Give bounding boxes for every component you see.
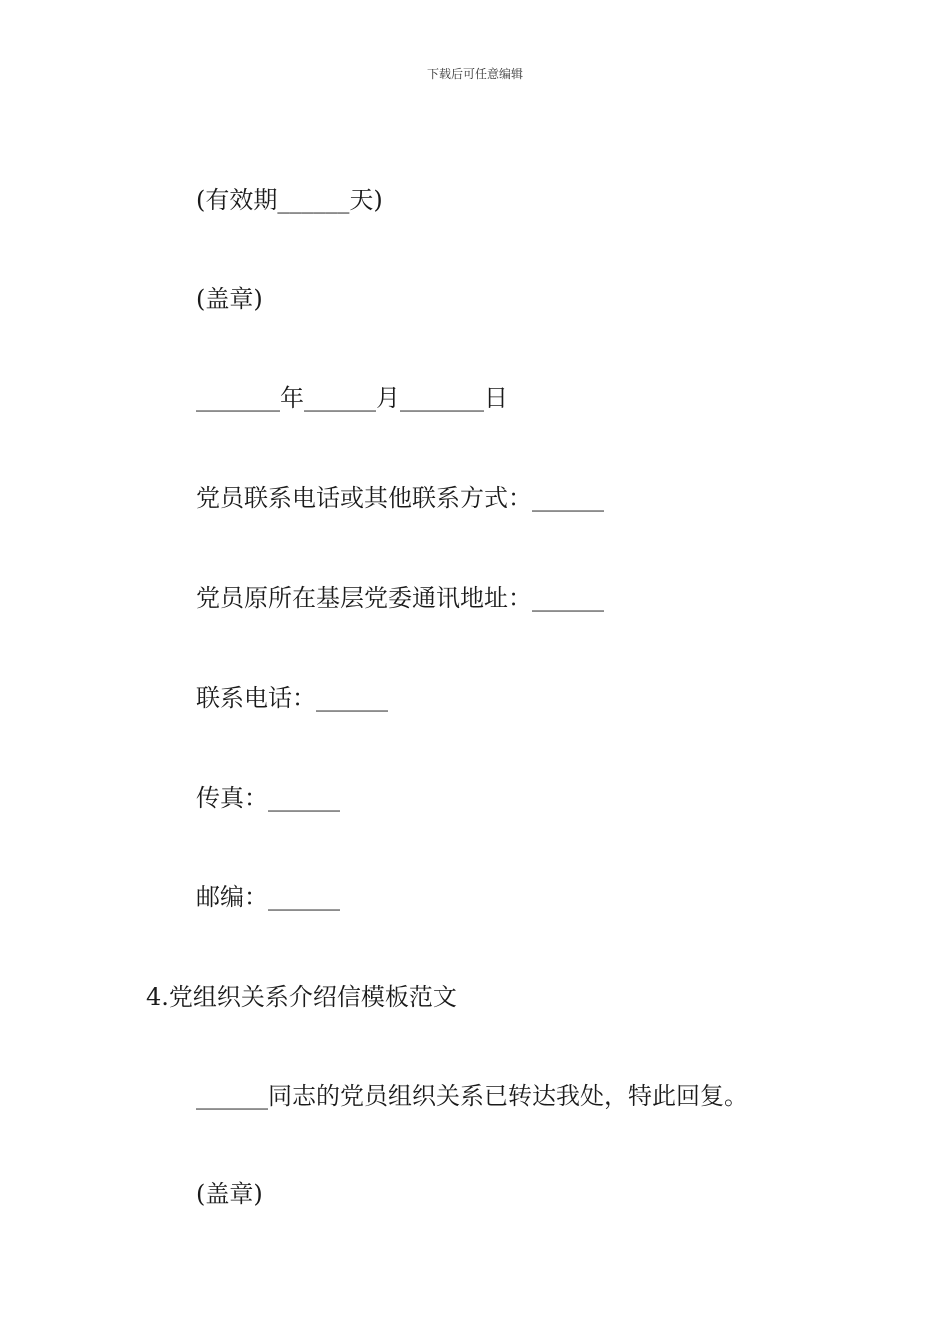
contact-phone-line: 联系电话：______	[196, 684, 388, 712]
reply-text-line: ______同志的党员组织关系已转达我处，特此回复。	[196, 1082, 748, 1110]
validity-line: (有效期______天)	[196, 186, 383, 214]
original-address-line: 党员原所在基层党委通讯地址：______	[196, 584, 604, 612]
fax-line: 传真：______	[196, 784, 340, 812]
date-line: _______年______月_______日	[196, 384, 508, 412]
postcode-line: 邮编：______	[196, 883, 340, 911]
section-heading: 4.党组织关系介绍信模板范文	[146, 983, 457, 1011]
seal-line-2: (盖章)	[196, 1180, 263, 1208]
page-header: 下载后可任意编辑	[426, 67, 523, 81]
seal-line: (盖章)	[196, 285, 263, 313]
member-contact-line: 党员联系电话或其他联系方式：______	[196, 484, 604, 512]
